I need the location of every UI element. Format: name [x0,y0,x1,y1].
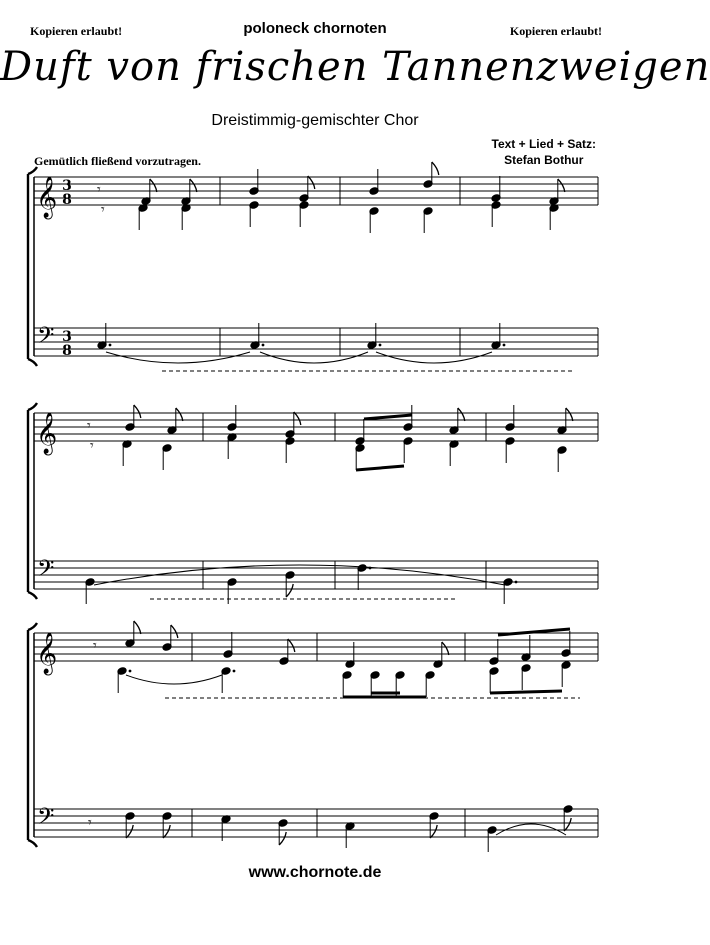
beam [356,466,404,470]
treble-staff [34,633,598,661]
copy-permitted-note-left: Kopieren erlaubt! [30,24,123,38]
note-flag [126,825,133,838]
slur [260,352,368,363]
note-flag [458,408,465,421]
song-title: Duft von frischen Tannenzweigen [0,44,710,90]
eighth-rest-icon: 𝄾 [93,638,97,654]
note-flag [442,642,449,655]
publisher-name: poloneck chornoten [243,20,387,37]
note-flag [564,818,571,831]
augmentation-dot [503,344,506,347]
eighth-rest-icon: 𝄾 [87,418,91,434]
eighth-rest-icon: 𝄾 [97,182,101,198]
slur [376,352,492,363]
eighth-rest-icon: 𝄾 [88,815,92,831]
bass-staff [34,328,598,356]
slur [106,352,250,363]
note-flag [286,584,293,597]
bass-clef-icon: 𝄢 [37,323,55,354]
beam [498,629,570,635]
time-signature-denominator: 8 [62,192,72,208]
augmentation-dot [109,344,112,347]
augmentation-dot [129,670,132,673]
augmentation-dot [515,581,518,584]
note-flag [308,176,315,189]
note-flag [134,405,141,418]
bass-clef-icon: 𝄢 [37,556,55,587]
song-subtitle: Dreistimmig-gemischter Chor [211,112,419,129]
time-signature-numerator: 3 [62,329,72,345]
eighth-rest-icon: 𝄾 [90,438,94,454]
copy-permitted-note-right: Kopieren erlaubt! [509,24,602,38]
note-flag [430,825,437,838]
beam [364,415,412,419]
note-flag [288,639,295,652]
note-flag [279,832,286,845]
eighth-rest-icon: 𝄾 [101,202,105,218]
credit-line-1: Text + Lied + Satz: [491,137,596,151]
note-flag [566,408,573,421]
note-flag [558,179,565,192]
note-flag [432,162,439,175]
treble-clef-icon: 𝄞 [36,177,58,218]
slur [126,675,222,684]
credit-line-2: Stefan Bothur [504,153,584,167]
note-flag [176,408,183,421]
bass-staff [34,809,598,837]
time-signature-denominator: 8 [62,343,72,359]
treble-staff [34,177,598,205]
tempo-marking: Gemütlich fließend vorzutragen. [34,154,201,168]
treble-clef-icon: 𝄞 [36,633,58,674]
time-signature-numerator: 3 [62,178,72,194]
bass-clef-icon: 𝄢 [37,804,55,835]
note-flag [190,179,197,192]
beam [490,691,562,693]
note-flag [171,625,178,638]
augmentation-dot [379,344,382,347]
augmentation-dot [262,344,265,347]
treble-clef-icon: 𝄞 [36,413,58,454]
note-flag [134,621,141,634]
note-flag [294,412,301,425]
augmentation-dot [233,670,236,673]
website-footer: www.chornote.de [248,864,382,881]
note-flag [150,179,157,192]
note-flag [163,825,170,838]
